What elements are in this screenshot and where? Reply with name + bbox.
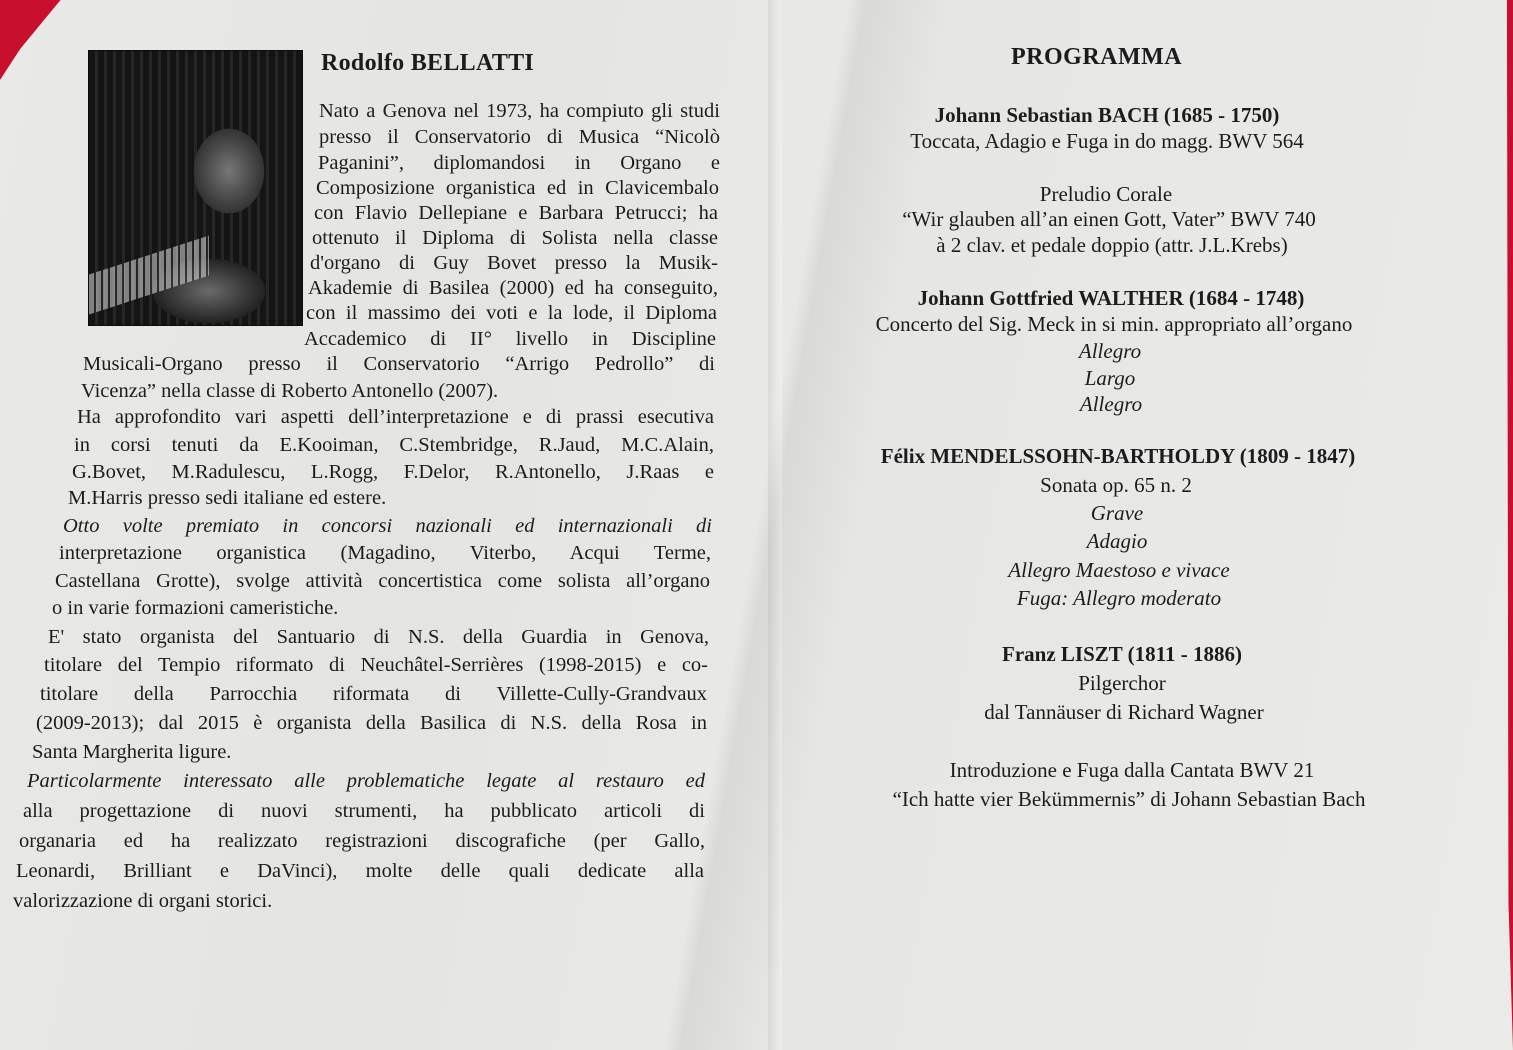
bio-line: Nato a Genova nel 1973, ha compiuto gli studi <box>319 100 720 122</box>
movement: Allegro Maestoso e vivace <box>1008 558 1230 582</box>
bio-line: Akademie di Basilea (2000) ed ha conseguito, <box>308 277 718 299</box>
movement: Grave <box>1090 501 1144 525</box>
composer-heading: Johann Sebastian BACH (1685 - 1750) <box>934 103 1280 127</box>
bio-line: valorizzazione di organi storici. <box>13 890 273 912</box>
bio-line: Musicali-Organo presso il Conservatorio “Arrigo Pedrollo” di <box>83 353 715 375</box>
composer-heading: Johann Gottfried WALTHER (1684 - 1748) <box>917 286 1305 310</box>
work-title: “Ich hatte vier Bekümmernis” di Johann Sebastian Bach <box>892 787 1366 811</box>
composer-heading: Franz LISZT (1811 - 1886) <box>1002 642 1242 666</box>
bio-line: Leonardi, Brilliant e DaVinci), molte delle quali dedicate alla <box>16 860 704 882</box>
programme-title: PROGRAMMA <box>1011 44 1183 70</box>
work-title: Toccata, Adagio e Fuga in do magg. BWV 564 <box>910 129 1304 153</box>
work-title: Preludio Corale <box>1039 182 1173 206</box>
movement: Adagio <box>1086 529 1148 553</box>
work-title: “Wir glauben all’an einen Gott, Vater” BWV 740 <box>902 207 1316 231</box>
bio-line: interpretazione organistica (Magadino, Viterbo, Acqui Terme, <box>59 542 711 564</box>
bio-line: Particolarmente interessato alle problematiche legate al restauro ed <box>27 770 705 792</box>
movement: Fuga: Allegro moderato <box>1016 586 1222 610</box>
bio-line: Santa Margherita ligure. <box>32 741 232 763</box>
bio-line: M.Harris presso sedi italiane ed estere. <box>68 487 387 509</box>
bio-line: d'organo di Guy Bovet presso la Musik- <box>310 252 718 274</box>
bio-line: (2009-2013); dal 2015 è organista della Basilica di N.S. della Rosa in <box>36 712 707 734</box>
performer-name: Rodolfo BELLATTI <box>321 50 535 76</box>
work-note: dal Tannäuser di Richard Wagner <box>984 700 1264 724</box>
work-title: Sonata op. 65 n. 2 <box>1040 473 1192 497</box>
organist-photo <box>88 50 303 326</box>
bio-line: presso il Conservatorio di Musica “Nicolò <box>319 126 720 148</box>
bio-line: in corsi tenuti da E.Kooiman, C.Stembridge, R.Jaud, M.C.Alain, <box>74 434 714 456</box>
movement: Allegro <box>1079 392 1143 416</box>
bio-line: Ha approfondito vari aspetti dell’interpretazione e di prassi esecutiva <box>77 406 714 428</box>
bio-line: Vicenza” nella classe di Roberto Antonello (2007). <box>81 380 499 402</box>
bio-line: ottenuto il Diploma di Solista nella classe <box>312 227 718 249</box>
bio-line: organaria ed ha realizzato registrazioni discografiche (per Gallo, <box>19 830 705 852</box>
composer-heading: Félix MENDELSSOHN-BARTHOLDY (1809 - 1847) <box>880 444 1356 468</box>
movement: Allegro <box>1078 339 1142 363</box>
work-title: Pilgerchor <box>1078 671 1166 695</box>
organ-keys-graphic <box>89 236 209 315</box>
bio-line: Otto volte premiato in concorsi nazionali ed internazionali di <box>63 515 712 537</box>
bio-line: o in varie formazioni cameristiche. <box>52 597 339 619</box>
bio-line: G.Bovet, M.Radulescu, L.Rogg, F.Delor, R.Antonello, J.Raas e <box>72 461 714 483</box>
bio-line: con il massimo dei voti e la lode, il Diploma <box>306 302 717 324</box>
bio-line: alla progettazione di nuovi strumenti, ha pubblicato articoli di <box>23 800 705 822</box>
movement: Largo <box>1084 366 1136 390</box>
bio-line: Accademico di II° livello in Discipline <box>304 328 716 350</box>
work-title: Concerto del Sig. Meck in si min. appropriato all’organo <box>875 312 1353 336</box>
work-title: Introduzione e Fuga dalla Cantata BWV 21 <box>949 758 1315 782</box>
bio-line: E' stato organista del Santuario di N.S. della Guardia in Genova, <box>48 626 709 648</box>
work-note: à 2 clav. et pedale doppio (attr. J.L.Krebs) <box>936 233 1288 257</box>
bio-line: Composizione organistica ed in Clavicembalo <box>316 177 719 199</box>
page-fold <box>768 0 782 1050</box>
bio-line: titolare della Parrocchia riformata di Villette-Cully-Grandvaux <box>40 683 707 705</box>
bio-line: Paganini”, diplomandosi in Organo e <box>318 152 720 174</box>
bio-line: con Flavio Dellepiane e Barbara Petrucci; ha <box>314 202 718 224</box>
bio-line: Castellana Grotte), svolge attività concertistica come solista all’organo <box>55 570 710 592</box>
bio-line: titolare del Tempio riformato di Neuchâtel-Serrières (1998-2015) e co- <box>44 654 708 676</box>
